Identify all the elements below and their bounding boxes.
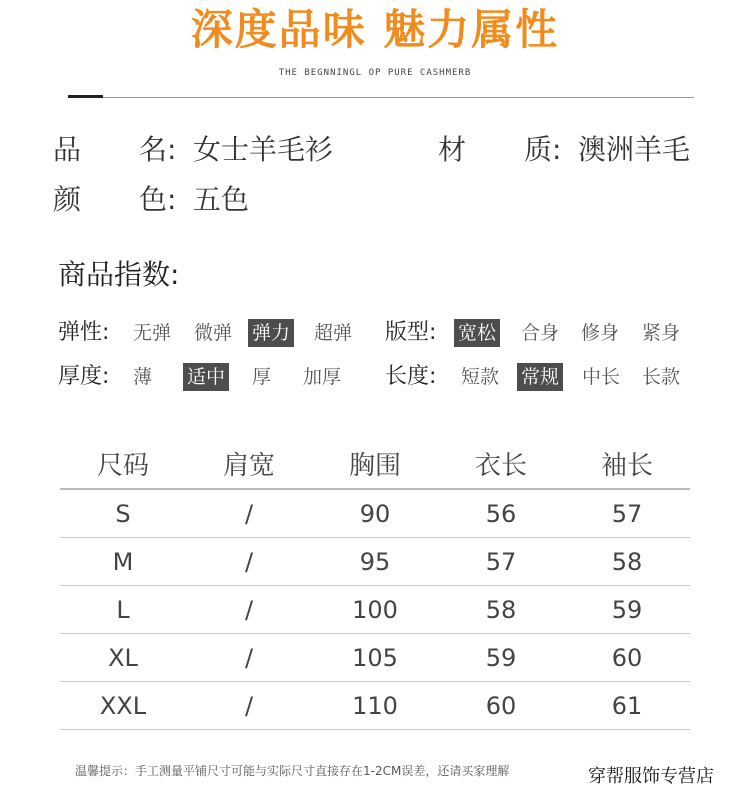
elasticity-option: 微弹 <box>194 322 233 344</box>
table-row <box>60 586 690 634</box>
length-option-selected: 常规 <box>517 363 563 391</box>
table-cell: 59 <box>438 634 564 682</box>
table-cell: 58 <box>438 586 564 634</box>
table-cell: XL <box>60 634 186 682</box>
name-label-1: 品 <box>53 133 82 166</box>
size-table-header-row <box>60 438 690 489</box>
page-subtitle: THE BEGNNINGL OP PURE CASHMERB <box>278 68 472 78</box>
fit-option-selected: 宽松 <box>454 319 500 347</box>
table-cell: / <box>186 538 312 586</box>
attr-row-1 <box>58 318 738 348</box>
table-row <box>60 538 690 586</box>
length-option: 短款 <box>461 366 500 388</box>
fit-option: 合身 <box>521 322 560 344</box>
table-cell: 100 <box>312 586 438 634</box>
length-label: 长度: <box>385 364 437 389</box>
table-cell: / <box>186 489 312 538</box>
elasticity-option: 无弹 <box>133 322 172 344</box>
table-cell: XXL <box>60 682 186 730</box>
table-cell: 105 <box>312 634 438 682</box>
name-value: 女士羊毛衫 <box>193 133 334 166</box>
table-cell: 61 <box>564 682 690 730</box>
elasticity-label: 弹性: <box>58 320 110 345</box>
table-cell: 57 <box>564 489 690 538</box>
fit-option: 修身 <box>581 322 620 344</box>
thickness-option: 薄 <box>133 366 153 388</box>
table-cell: 110 <box>312 682 438 730</box>
color-label-1: 颜 <box>53 183 82 216</box>
divider-line <box>68 97 694 98</box>
header-sleeve: 袖长 <box>564 438 690 489</box>
store-watermark: 穿帮服饰专营店 <box>588 766 714 787</box>
table-cell: 58 <box>564 538 690 586</box>
table-cell: 95 <box>312 538 438 586</box>
material-label-2: 质: <box>524 133 562 166</box>
elasticity-option: 超弹 <box>314 322 353 344</box>
table-cell: 59 <box>564 586 690 634</box>
color-value: 五色 <box>193 183 250 216</box>
elasticity-option-selected: 弹力 <box>248 319 294 347</box>
table-cell: M <box>60 538 186 586</box>
table-cell: 60 <box>564 634 690 682</box>
table-cell: 90 <box>312 489 438 538</box>
table-row <box>60 682 690 730</box>
material-value: 澳洲羊毛 <box>578 133 691 166</box>
header-shoulder: 肩宽 <box>186 438 312 489</box>
table-cell: / <box>186 634 312 682</box>
table-cell: 56 <box>438 489 564 538</box>
header-length: 衣长 <box>438 438 564 489</box>
table-cell: L <box>60 586 186 634</box>
size-table <box>60 438 690 730</box>
length-option: 长款 <box>642 366 681 388</box>
table-cell: S <box>60 489 186 538</box>
length-option: 中长 <box>582 366 621 388</box>
fit-option: 紧身 <box>642 322 681 344</box>
table-row <box>60 634 690 682</box>
divider-accent <box>68 95 103 98</box>
name-label-2: 名: <box>139 133 177 166</box>
fit-label: 版型: <box>385 320 437 345</box>
table-cell: / <box>186 682 312 730</box>
table-row <box>60 489 690 538</box>
header-size: 尺码 <box>60 438 186 489</box>
table-cell: / <box>186 586 312 634</box>
attr-row-2 <box>58 362 738 392</box>
thickness-option-selected: 适中 <box>183 363 229 391</box>
table-cell: 57 <box>438 538 564 586</box>
header-chest: 胸围 <box>312 438 438 489</box>
thickness-option: 加厚 <box>303 366 342 388</box>
material-label-1: 材 <box>438 133 467 166</box>
product-index-heading: 商品指数: <box>58 258 180 291</box>
thickness-label: 厚度: <box>58 364 110 389</box>
thickness-option: 厚 <box>252 366 272 388</box>
footnote: 温馨提示：手工测量平铺尺寸可能与实际尺寸直接存在1-2CM误差，还请买家理解 <box>75 764 510 778</box>
table-cell: 60 <box>438 682 564 730</box>
color-label-2: 色: <box>139 183 177 216</box>
page-title: 深度品味 魅力属性 <box>190 5 560 54</box>
